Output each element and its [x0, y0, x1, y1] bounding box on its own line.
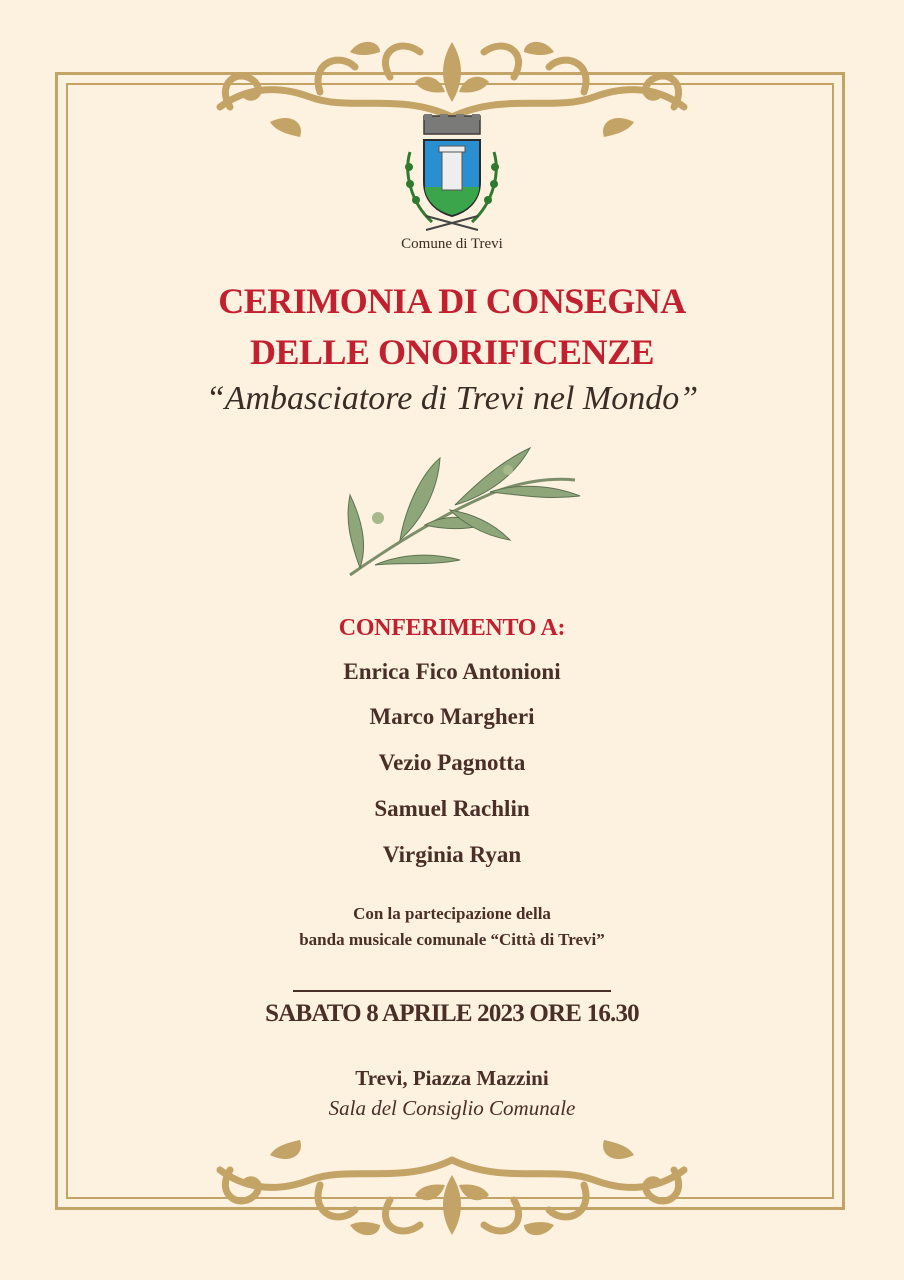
honoree-name: Marco Margheri: [369, 704, 535, 729]
honoree-name: Vezio Pagnotta: [378, 750, 526, 775]
subtitle: “Ambasciatore di Trevi nel Mondo”: [205, 380, 699, 417]
honoree-name: Samuel Rachlin: [374, 796, 530, 821]
title-line-1: CERIMONIA DI CONSEGNA: [218, 281, 686, 321]
trevi-crest-icon: [396, 112, 508, 240]
participation-line-1: Con la partecipazione della: [353, 904, 551, 923]
title-line-2: DELLE ONORIFICENZE: [249, 332, 655, 372]
event-place: Trevi, Piazza Mazzini: [355, 1066, 549, 1090]
bottom-ornament-icon: [200, 1135, 704, 1255]
honoree-name: Virginia Ryan: [382, 842, 522, 867]
municipality-name: Comune di Trevi: [401, 236, 503, 252]
participation-line-2: banda musicale comunale “Città di Trevi”: [299, 930, 605, 949]
honoree-name: Enrica Fico Antonioni: [343, 659, 561, 684]
conferment-heading: CONFERIMENTO A:: [338, 615, 566, 641]
olive-branch-icon: [330, 440, 590, 585]
event-datetime: SABATO 8 APRILE 2023 ORE 16.30: [265, 1000, 639, 1027]
divider-line: [293, 990, 611, 992]
event-room: Sala del Consiglio Comunale: [328, 1096, 576, 1120]
